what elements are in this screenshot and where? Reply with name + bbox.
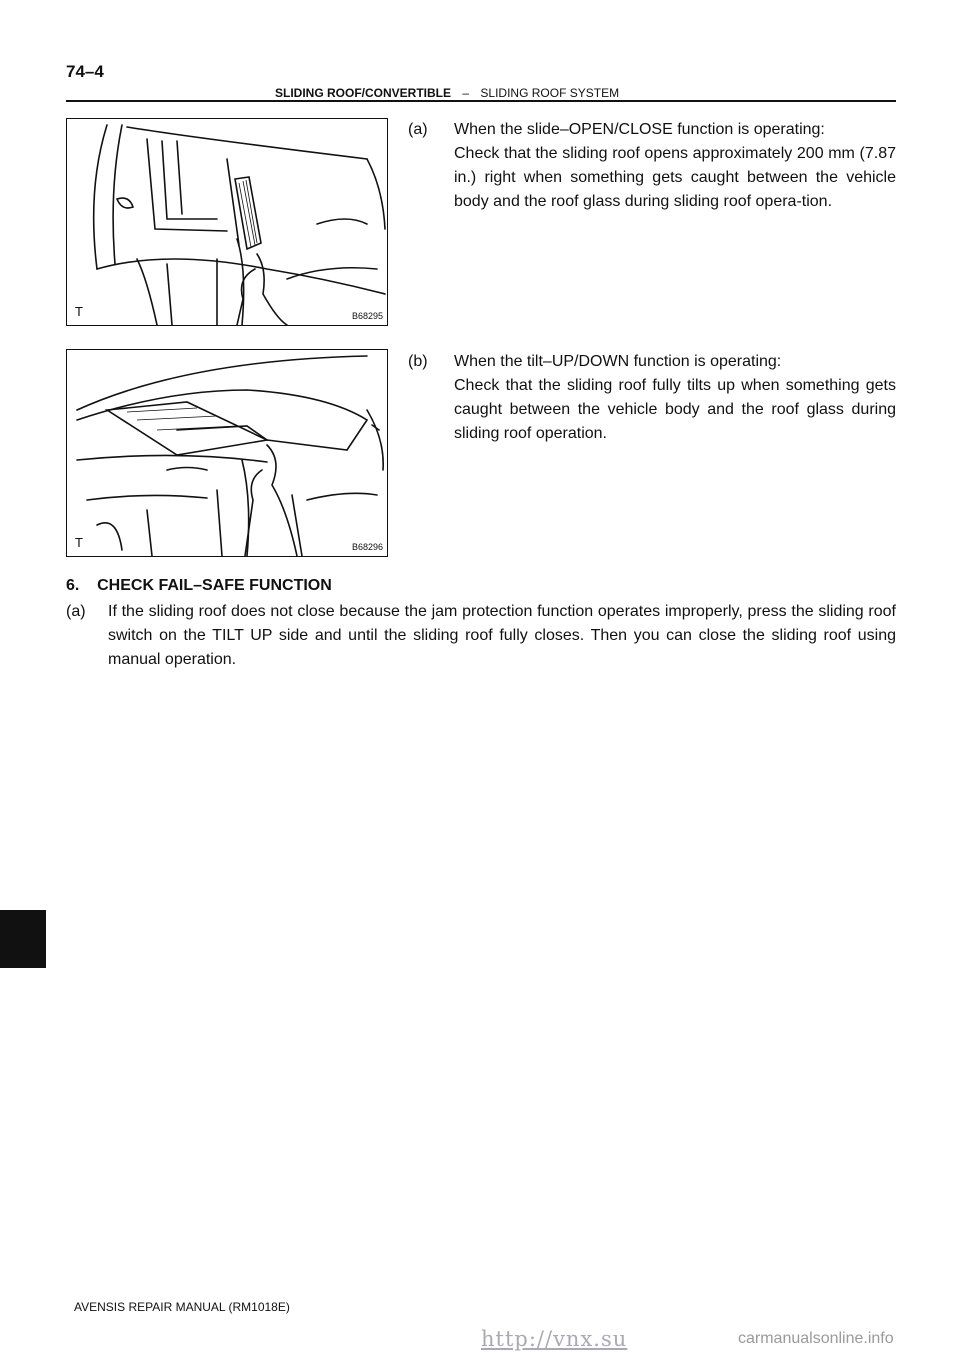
figure-tilt-up	[66, 349, 388, 557]
header-rule	[66, 100, 896, 102]
figure-mark: T	[75, 304, 83, 319]
item-label: (b)	[408, 353, 428, 370]
item-body: Check that the sliding roof fully tilts up when something gets caught between the vehicle body and the roof glass during sliding roof operation.	[454, 377, 896, 442]
watermark: carmanualsonline.info	[738, 1330, 894, 1347]
figure-mark: T	[75, 535, 83, 550]
item-label: (a)	[408, 121, 428, 138]
step-title: 6. CHECK FAIL–SAFE FUNCTION	[66, 577, 332, 594]
item-body: Check that the sliding roof opens approximately 200 mm (7.87 in.) right when something gets caught between the vehicle body and the roof glass during sliding roof opera-tion.	[454, 145, 896, 210]
source-link[interactable]: http://vnx.su	[481, 1327, 628, 1351]
item-heading: When the tilt–UP/DOWN function is operating:	[454, 353, 782, 370]
figure-slide-open	[66, 118, 388, 326]
illustration-roof-slide	[67, 119, 387, 325]
page-number: 74–4	[66, 62, 104, 81]
figure-code: B68296	[351, 542, 383, 552]
header-section: SLIDING ROOF/CONVERTIBLE	[275, 86, 452, 100]
step-label: (a)	[66, 603, 86, 620]
header-title	[275, 86, 619, 100]
header-separator: –	[462, 86, 470, 100]
step-text: If the sliding roof does not close because the jam protection function operates improperly, press the sliding roof switch on the TILT UP side and until the sliding roof fully closes. Then you can close the sliding roof using manual operation.	[108, 603, 896, 668]
illustration-roof-tilt	[67, 350, 387, 556]
figure-code: B68295	[351, 311, 383, 321]
section-tab	[0, 910, 46, 968]
footer: AVENSIS REPAIR MANUAL (RM1018E)	[74, 1300, 290, 1314]
header-subsection: SLIDING ROOF SYSTEM	[480, 86, 620, 100]
item-heading: When the slide–OPEN/CLOSE function is operating:	[454, 121, 825, 138]
